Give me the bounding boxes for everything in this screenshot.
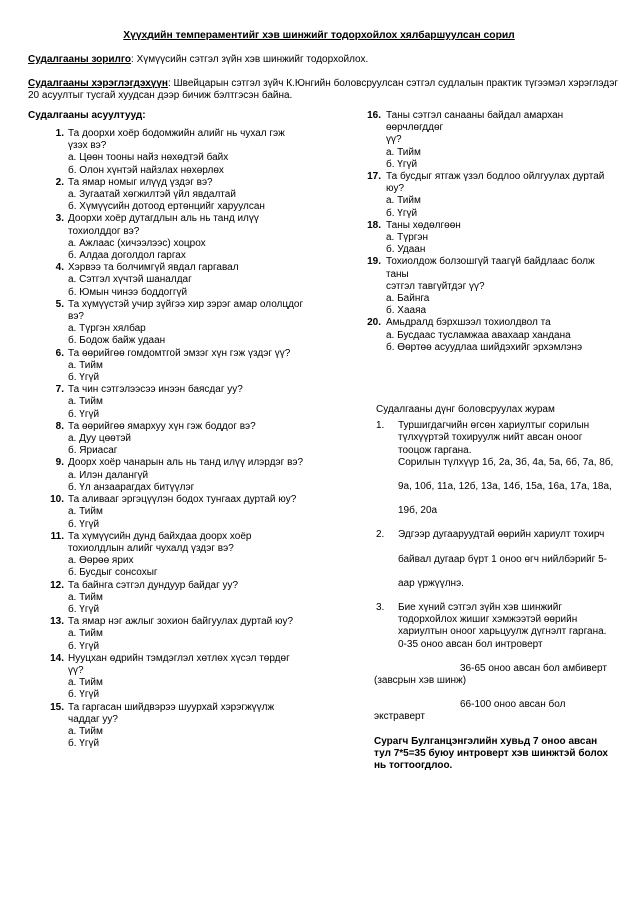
- question-line: б. Олон хүнтэй найзлах нөхөрлөх: [68, 164, 224, 176]
- question-text: Нууцхан өдрийн тэмдэглэл хөтлөх хүсэл төрдөг: [68, 652, 290, 664]
- conclusion-line: нь тогтоогдлоо.: [374, 760, 453, 772]
- extravert-range: 66-100 оноо авсан бол: [460, 699, 566, 711]
- step-number: 2.: [376, 529, 385, 541]
- question-text: Доорх хоёр чанарын аль нь танд илүү илэрдэг вэ?: [68, 457, 304, 469]
- question-number: 13.: [50, 616, 64, 628]
- questions-right-column: [358, 110, 618, 354]
- step-line: 19б, 20а: [398, 505, 438, 517]
- question-line: а. Тийм: [68, 396, 103, 408]
- question-item: [44, 531, 334, 580]
- conclusion: [374, 736, 628, 773]
- question-number: 10.: [50, 494, 64, 506]
- question-text: Та өөрийгөө ямархуу хүн гэж боддог вэ?: [68, 420, 256, 432]
- question-item: [44, 384, 334, 421]
- conclusion-line: тул 7*5=35 буюу интроверт хэв шинжтэй болох: [374, 747, 608, 759]
- question-line: б. Үгүй: [68, 603, 100, 615]
- purpose-text: : Хүмүүсийн сэтгэл зүйн хэв шинжийг тодорхойлох.: [131, 54, 369, 65]
- question-number: 16.: [367, 110, 381, 121]
- page-title: Хүүхдийн темпераментийг хэв шинжийг тодорхойлох хялбаршуулсан сорил: [123, 30, 515, 41]
- question-number: 15.: [50, 701, 64, 713]
- question-line: а. Дуу цөөтэй: [68, 433, 132, 445]
- question-text: Таны хөдөлгөөн: [386, 219, 461, 231]
- question-line: б. Бусдыг сонсохыг: [68, 567, 158, 579]
- procedure-step-1: [376, 420, 628, 517]
- question-item: [44, 616, 334, 653]
- question-item: [44, 653, 334, 702]
- question-line: б. Хүмүүсийн дотоод ертөнцийг харуулсан: [68, 201, 265, 213]
- question-line: а. Цөөн тооны найз нөхөдтэй байх: [68, 152, 229, 164]
- question-item: [358, 256, 618, 317]
- question-number: 20.: [367, 317, 381, 329]
- method-text: : Швейцарын сэтгэл зүйч К.Юнгийн боловсруулсан сэтгэл судлалын практик түгээмэл хэрэглэдэг: [167, 78, 618, 89]
- question-line: а. Тийм: [68, 725, 103, 737]
- step-line: хариултын оноог харьцуулж дүгнэлт гаргана.: [398, 626, 607, 638]
- question-line: б. Алдаа доголдол гаргах: [68, 250, 186, 262]
- question-text: Хэрвээ та болчимгүй явдал гаргавал: [68, 262, 239, 274]
- question-item: [358, 220, 618, 257]
- question-line: а. Сэтгэл хүчтэй шаналдаг: [68, 274, 192, 286]
- question-line: а. Тийм: [68, 506, 103, 518]
- question-line: а. Тийм: [68, 677, 103, 689]
- question-line: б. Үгүй: [68, 689, 100, 701]
- question-line: а. Тийм: [68, 628, 103, 640]
- question-line: б. Бодож байж удаан: [68, 335, 166, 347]
- question-line: б. Яриасаг: [68, 445, 118, 457]
- method-text-line2: 20 асуултыг тусгай хуудсан дээр бичиж бэлтгэсэн байна.: [28, 90, 293, 102]
- question-text: Та ямар нэг ажлыг зохион байгуулах дуртай юу?: [68, 616, 294, 628]
- question-number: 2.: [55, 176, 64, 188]
- question-text: Та өөрийгөө гомдомтгой эмзэг хүн гэж үздэг үү?: [68, 347, 291, 359]
- question-text: Та хүмүүстэй учир зүйгээ хир зэрэг амар ололцдог: [68, 298, 304, 310]
- step-line: түлхүүртэй тохируулж нийт авсан оноог: [398, 432, 583, 444]
- question-line: а. Тийм: [386, 195, 421, 207]
- question-item: [358, 317, 618, 354]
- extravert-label: экстраверт: [374, 711, 425, 723]
- question-line: б. Үл анзаарагдах битүүлэг: [68, 481, 195, 493]
- question-line: б. Үгүй: [68, 640, 100, 652]
- question-line: б. Үгүй: [68, 518, 100, 530]
- question-number: 7.: [55, 384, 64, 396]
- question-item: [358, 171, 618, 220]
- conclusion-line: Сурагч Булганцэнгэлийн хувьд 7 оноо авсан: [374, 735, 598, 747]
- question-line: үү?: [68, 664, 84, 676]
- procedure-step-3: [376, 602, 628, 651]
- question-text: Амьдралд бэрхшээл тохиолдвол та: [386, 317, 551, 329]
- question-number: 12.: [50, 579, 64, 591]
- question-line: б. Үгүй: [68, 738, 100, 750]
- step-number: 3.: [376, 602, 385, 614]
- step-line: 9а, 10б, 11а, 12б, 13а, 14б, 15а, 16а, 17а, 18а,: [398, 481, 612, 493]
- step-line: Сорилын түлхүүр 1б, 2а, 3б, 4а, 5а, 6б, 7а, 8б,: [398, 456, 614, 468]
- question-line: а. Түргэн: [386, 232, 429, 244]
- question-number: 3.: [55, 213, 64, 225]
- question-item: [44, 299, 334, 348]
- question-line: а. Байнга: [386, 293, 430, 305]
- question-line: а. Тийм: [68, 359, 103, 371]
- question-text: Та аливааг эргэцүүлэн бодох тунгаах дуртай юу?: [68, 494, 297, 506]
- question-number: 9.: [55, 457, 64, 469]
- question-item: [44, 348, 334, 385]
- question-number: 19.: [367, 256, 381, 268]
- step-line: байвал дугаар бүрт 1 оноо өгч нийлбэрийг 5-: [398, 553, 607, 565]
- purpose-label: Судалгааны зорилго: [28, 54, 132, 65]
- question-item: [44, 128, 334, 177]
- question-line: б. Удаан: [386, 244, 426, 256]
- question-text: Тохиолдож болзошгүй таагүй байдлаас болж таны: [386, 256, 595, 280]
- procedure-step-2: [376, 529, 628, 590]
- step-line: тооцож гаргана.: [398, 444, 472, 456]
- ambivert-range: 36-65 оноо авсан бол амбиверт: [460, 662, 607, 674]
- question-item: [358, 110, 618, 171]
- question-line: тохиолдлын алийг чухалд үздэг вэ?: [68, 542, 234, 554]
- question-line: үзэх вэ?: [68, 140, 107, 152]
- question-line: б. Үгүй: [386, 207, 418, 219]
- procedure-section: [376, 404, 628, 772]
- question-item: [44, 262, 334, 299]
- step-number: 1.: [376, 420, 385, 432]
- question-item: [44, 457, 334, 494]
- question-line: юу?: [386, 183, 405, 195]
- question-item: [44, 421, 334, 458]
- question-line: а. Бусдаас тусламжаа авахаар хандана: [386, 329, 571, 341]
- question-text: Таны сэтгэл санааны байдал амархан өөрчлөгддөг: [386, 110, 564, 134]
- step-line: Эдгээр дугааруудтай өөрийн хариулт тохирч: [398, 529, 605, 541]
- question-item: [44, 702, 334, 751]
- questions-left-column: [44, 128, 334, 750]
- step-line: 0-35 оноо авсан бол интроверт: [398, 638, 543, 650]
- question-text: Та чин сэтгэлээсээ инээн баясдаг уу?: [68, 384, 243, 396]
- question-line: а. Зугаатай хөгжилтэй үйл явдалтай: [68, 189, 236, 201]
- question-line: вэ?: [68, 311, 84, 323]
- question-number: 11.: [50, 530, 64, 542]
- question-item: [44, 213, 334, 262]
- procedure-heading: Судалгааны дүнг боловсруулах журам: [376, 404, 555, 415]
- question-line: а. Өөрөө ярих: [68, 555, 134, 567]
- question-text: Та доорхи хоёр бодомжийн алийг нь чухал гэж: [68, 128, 285, 139]
- question-text: Доорхи хоёр дутагдлын аль нь танд илүү: [68, 213, 259, 225]
- question-text: Та бусдыг ятгаж үзэл бодлоо ойлгуулах дуртай: [386, 171, 605, 183]
- question-line: б. Юмын чинээ боддоггүй: [68, 286, 188, 298]
- question-line: б. Өөртөө асуудлаа шийдэхийг эрхэмлэнэ: [386, 341, 583, 353]
- question-text: Та хүмүүсийн дунд байхдаа доорх хоёр: [68, 530, 252, 542]
- question-number: 18.: [367, 219, 381, 231]
- step-line: аар үржүүлнэ.: [398, 577, 464, 589]
- question-number: 8.: [55, 420, 64, 432]
- questions-heading: Судалгааны асуултууд:: [28, 110, 146, 121]
- question-line: а. Ажлаас (хичээлээс) хоцрох: [68, 237, 206, 249]
- question-text: Та байнга сэтгэл дундуур байдаг уу?: [68, 579, 239, 591]
- research-method: [28, 78, 618, 102]
- question-number: 4.: [55, 262, 64, 274]
- step-line: Бие хүний сэтгэл зүйн хэв шинжийг: [398, 602, 562, 614]
- question-line: б. Хааяа: [386, 305, 427, 317]
- question-line: б. Үгүй: [386, 158, 418, 170]
- question-line: а. Тийм: [386, 146, 421, 158]
- step-line: Туршигдагчийн өгсөн хариултыг сорилын: [398, 420, 590, 432]
- question-number: 17.: [367, 171, 381, 183]
- question-number: 14.: [50, 652, 64, 664]
- question-text: Та ямар номыг илүүд үздэг вэ?: [68, 176, 213, 188]
- question-line: сэтгэл тавгүйтдэг үү?: [386, 280, 485, 292]
- step-line: тодорхойлох жишиг хэмжээтэй өөрийн: [398, 614, 578, 626]
- question-line: үү?: [386, 134, 402, 146]
- question-number: 6.: [55, 347, 64, 359]
- question-line: тохиолддог вэ?: [68, 225, 140, 237]
- ambivert-note: (завсрын хэв шинж): [374, 675, 467, 687]
- question-item: [44, 494, 334, 531]
- research-purpose: [28, 54, 618, 66]
- question-line: б. Үгүй: [68, 408, 100, 420]
- method-label: Судалгааны хэрэглэгдэхүүн: [28, 78, 168, 89]
- question-line: а. Тийм: [68, 591, 103, 603]
- question-line: а. Түргэн хялбар: [68, 323, 146, 335]
- question-line: б. Үгүй: [68, 372, 100, 384]
- question-number: 1.: [55, 128, 64, 139]
- question-line: а. Илэн далангүй: [68, 469, 149, 481]
- question-item: [44, 580, 334, 617]
- question-item: [44, 177, 334, 214]
- question-line: чаддаг уу?: [68, 713, 118, 725]
- question-number: 5.: [55, 298, 64, 310]
- question-text: Та гаргасан шийдвэрээ шуурхай хэрэгжүүлж: [68, 701, 275, 713]
